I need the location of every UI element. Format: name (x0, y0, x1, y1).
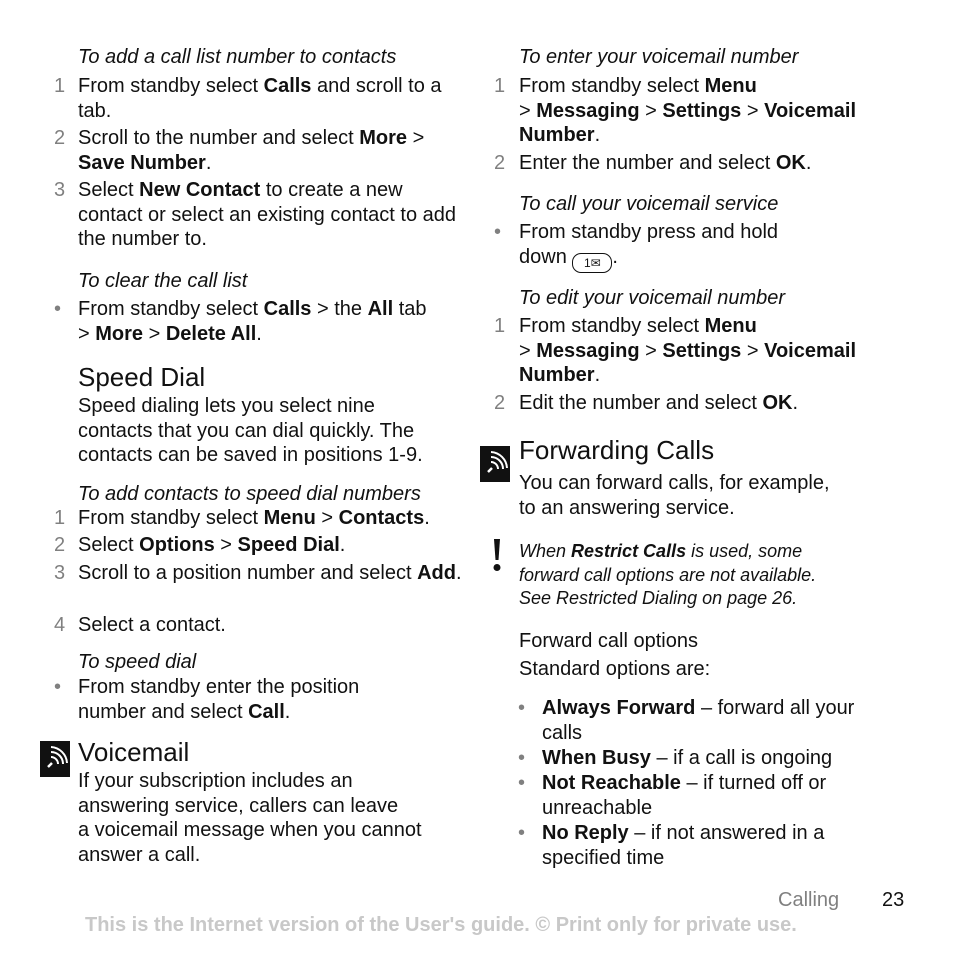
bullet-dot: • (518, 772, 526, 794)
section-heading: To clear the call list (78, 270, 248, 292)
menu-term: Messaging (536, 339, 640, 362)
step-text (78, 562, 462, 584)
menu-term: Options (139, 534, 215, 556)
step-list (54, 74, 464, 252)
text-run: From standby select (78, 507, 264, 529)
menu-term: More (95, 322, 144, 345)
step-text (78, 507, 430, 529)
menu-term: Always Forward (542, 697, 696, 719)
step-item (494, 151, 894, 176)
bullet-item (54, 675, 414, 724)
step-item (54, 74, 464, 126)
key-label: 1 (584, 255, 591, 270)
text-run: Scroll to the number and select (78, 127, 360, 149)
text-run: From standby select (519, 315, 705, 337)
text-run: From standby select (78, 298, 264, 320)
step-text (519, 152, 811, 174)
menu-term: Call (248, 700, 285, 723)
text-run: and scroll to a tab. (78, 75, 442, 122)
step-number: 1 (54, 75, 66, 97)
text-run: From standby enter the position number and select (78, 676, 360, 723)
menu-term: Save Number (78, 151, 206, 174)
text-run: – if not answered in a specified time (542, 822, 825, 869)
menu-term: New Contact (139, 179, 261, 201)
section-heading: To call your voicemail service (519, 193, 779, 215)
step-number: 2 (54, 534, 66, 556)
text-run: Select a contact. (78, 614, 226, 636)
bullet-list (54, 297, 429, 346)
menu-term: OK (775, 152, 806, 174)
voicemail-key-icon: 1✉ (572, 253, 612, 273)
step-text (519, 75, 856, 146)
step-list (494, 74, 894, 176)
footer-section-name: Calling (778, 889, 840, 911)
text-run: > the (311, 298, 368, 320)
text-run: > (639, 339, 663, 362)
text-run: . (805, 152, 812, 174)
text-run: Select (78, 534, 140, 556)
menu-term: Restrict Calls (571, 541, 687, 561)
text-run: Edit the number and select (519, 392, 763, 414)
text-run: > (741, 99, 765, 122)
step-item (494, 314, 894, 391)
text-run: is used, some forward call options are not available. See Restricted Dialing on page 26. (519, 541, 817, 608)
menu-term: Messaging (536, 99, 640, 122)
step-text (78, 534, 345, 556)
section-title: Speed Dial (78, 362, 206, 392)
bullet-text (78, 298, 427, 345)
text-run: . (792, 392, 799, 414)
bullet-suffix: . (612, 245, 618, 268)
step-item (494, 74, 894, 151)
intro-text: Standard options are: (519, 658, 711, 680)
text-run: . (594, 364, 601, 386)
text-run: – forward all your calls (542, 697, 855, 744)
menu-term: More (359, 127, 408, 149)
note-text (519, 540, 816, 611)
text-run: > (519, 99, 531, 122)
section-heading: To add a call list number to contacts (78, 46, 397, 68)
step-text (519, 315, 856, 386)
text-run: . (205, 151, 212, 174)
menu-term: Voicemail Number (519, 339, 857, 386)
section-heading: To add contacts to speed dial numbers (78, 483, 421, 505)
step-item (54, 126, 464, 178)
bullet-list (54, 675, 414, 724)
step-number: 1 (54, 507, 66, 529)
menu-term: No Reply (542, 822, 629, 844)
step-number: 2 (494, 152, 506, 174)
step-number: 1 (494, 315, 506, 337)
text-run: . (339, 534, 346, 556)
text-run: > (407, 127, 425, 149)
text-run: Enter the number and select (519, 152, 776, 174)
text-run: Scroll to a position number and select (78, 562, 418, 584)
menu-term: Settings (662, 339, 742, 362)
section-heading: To enter your voicemail number (519, 46, 799, 68)
bullet-dot: • (54, 298, 62, 320)
text-run: . (455, 562, 462, 584)
step-text (519, 392, 798, 414)
step-item (54, 533, 464, 561)
text-run: When (519, 541, 572, 561)
menu-term: When Busy (542, 747, 651, 769)
text-run: tab > (78, 298, 427, 345)
step-number: 2 (54, 127, 66, 149)
bullet-list (518, 696, 888, 870)
menu-term: Menu (704, 75, 757, 97)
text-run: > (741, 339, 765, 362)
menu-term: Settings (662, 99, 742, 122)
text-run: > (214, 534, 238, 556)
menu-term: Not Reachable (542, 772, 681, 794)
menu-term: OK (762, 392, 793, 414)
section-body: If your subscription includes an answering service, callers can leave a voicemail message when you cannot answer a call. (78, 770, 422, 866)
page-number: 23 (882, 889, 905, 911)
menu-term: Voicemail Number (519, 99, 857, 146)
bullet-dot: • (518, 697, 526, 719)
text-run: to create a new contact or select an existing contact to add the number to. (78, 179, 456, 250)
bullet-text (542, 822, 824, 869)
menu-term: Menu (263, 507, 316, 529)
section-heading: To edit your voicemail number (519, 287, 786, 309)
step-text (78, 75, 442, 122)
menu-term: Delete All (165, 322, 257, 345)
menu-term: Calls (263, 75, 312, 97)
step-text (78, 179, 456, 250)
section-title: Forwarding Calls (519, 435, 715, 465)
text-run: . (284, 700, 291, 723)
step-number: 1 (494, 75, 506, 97)
bullet-item (518, 696, 888, 746)
bullet-dot: • (518, 822, 526, 844)
disclaimer-text: This is the Internet version of the User's guide. © Print only for private use. (85, 914, 797, 936)
step-text (78, 127, 424, 174)
network-service-icon (40, 741, 70, 777)
subsection-heading: Forward call options (519, 630, 698, 652)
step-item (54, 561, 464, 613)
bullet-list (494, 220, 824, 273)
text-run: From standby select (519, 75, 705, 97)
step-item (54, 178, 464, 252)
step-item (54, 506, 464, 533)
text-run: > (315, 507, 339, 529)
bullet-text (542, 772, 826, 819)
text-run: – if turned off or unreachable (542, 772, 827, 819)
step-text (78, 614, 226, 636)
menu-term: Contacts (338, 507, 425, 529)
text-run: . (256, 322, 262, 345)
bullet-text (542, 697, 854, 744)
bullet-dot: • (494, 221, 502, 243)
step-number: 3 (54, 562, 66, 584)
exclamation-icon (492, 539, 502, 572)
menu-term: All (367, 298, 394, 320)
text-run: – if a call is ongoing (650, 747, 833, 769)
text-run: > (143, 322, 166, 345)
menu-term: Menu (704, 315, 757, 337)
section-body: Speed dialing lets you select nine contacts that you can dial quickly. The contacts can be saved in positions 1-9. (78, 395, 423, 466)
section-heading: To speed dial (78, 651, 197, 673)
text-run: > (639, 99, 663, 122)
step-number: 3 (54, 179, 66, 201)
text-run: Select (78, 179, 140, 201)
step-item (54, 613, 464, 638)
text-run: From standby select (78, 75, 264, 97)
menu-term: Calls (263, 298, 312, 320)
bullet-dot: • (518, 747, 526, 769)
text-run: . (594, 124, 601, 146)
step-number: 2 (494, 392, 506, 414)
text-run: > (519, 339, 531, 362)
bullet-text (78, 676, 359, 723)
menu-term: Add (417, 562, 456, 584)
bullet-item (518, 771, 888, 821)
menu-term: Speed Dial (237, 534, 340, 556)
bullet-text (542, 747, 832, 769)
bullet-item (54, 297, 429, 346)
text-run: . (424, 507, 430, 529)
bullet-item (518, 746, 888, 771)
bullet-item (494, 220, 824, 273)
section-body: You can forward calls, for example, to an answering service. (519, 472, 830, 519)
bullet-item (518, 821, 888, 870)
section-title: Voicemail (78, 737, 190, 767)
step-list (494, 314, 894, 416)
step-list (54, 506, 464, 638)
network-service-icon (480, 446, 510, 482)
step-item (494, 391, 894, 416)
bullet-dot: • (54, 676, 62, 698)
bullet-text: From standby press and hold down (519, 221, 779, 268)
step-number: 4 (54, 614, 66, 636)
